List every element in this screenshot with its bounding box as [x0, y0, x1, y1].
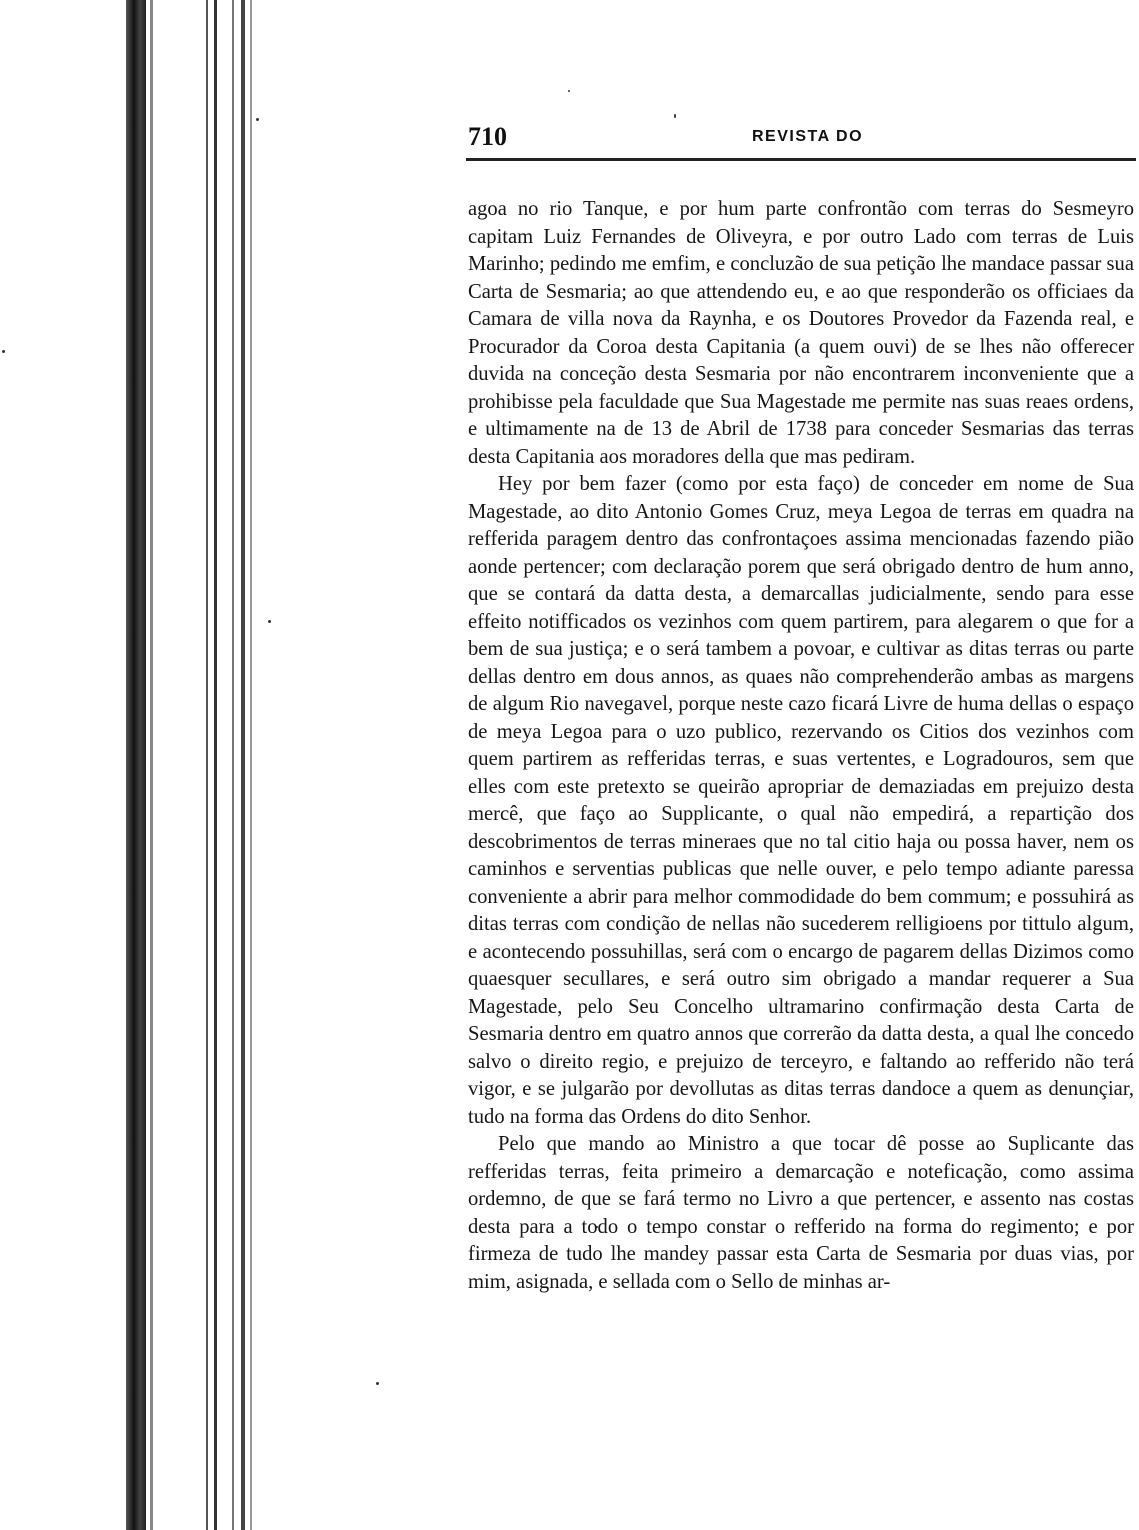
paragraph: agoa no rio Tanque, e por hum parte confrontão com terras do Sesmeyro capitam Luiz Fernandes de Oliveyra, e por outro Lado com terras de Luis Marinho; pedindo me emfim, e concluzão de sua petição lhe mandace passar sua Carta de Sesmaria; ao que attendendo eu, e ao que responderão os officiaes da Camara de villa nova da Raynha, e os Doutores Provedor da Fazenda real, e Procurador da Coroa desta Capitania (a quem ouvi) de se lhes não offerecer duvida na conceção desta Sesmaria por não encontrarem inconveniente que a prohibisse pela faculdade que Sua Magestade me permite nas suas reaes ordens, e ultimamente na de 13 de Abril de 1738 para conceder Sesmarias das terras desta Capitania aos moradores della que mas pediram. — [468, 198, 1134, 468]
paragraph: Pelo que mando ao Ministro a que tocar dê posse ao Suplicante das refferidas terras, feita primeiro a demarcação e noteficação, como assima ordemno, de que se fará termo no Livro a que pertencer, e assento nas costas desta para a todo o tempo constar o refferido na forma do regimento; e por firmeza de tudo lhe mandey passar esta Carta de Sesmaria por duas vias, por mim, asignada, e sellada com o Sello de minhas ar- — [468, 1133, 1134, 1293]
gutter-line — [206, 0, 208, 1530]
scan-speck — [376, 1382, 379, 1385]
page-number: 710 — [468, 122, 507, 151]
running-title: REVISTA DO — [752, 128, 864, 145]
gutter-line — [150, 0, 153, 1530]
page-text — [468, 196, 1134, 1296]
gutter-shadow — [126, 0, 146, 1530]
page-header — [468, 120, 1136, 156]
gutter-line — [250, 0, 252, 1530]
scan-speck — [268, 620, 271, 623]
book-gutter — [0, 0, 270, 1530]
scan-speck — [256, 118, 259, 121]
header-rule — [466, 158, 1136, 161]
gutter-line — [214, 0, 217, 1530]
scan-speck — [568, 90, 570, 92]
scan-speck — [2, 350, 5, 353]
gutter-line — [232, 0, 234, 1530]
gutter-line — [241, 0, 245, 1530]
paragraph: Hey por bem fazer (como por esta faço) de conceder em nome de Sua Magestade, ao dito Antonio Gomes Cruz, meya Legoa de terras em quadra na refferida paragem dentro das confrontaçoes assima mencionadas fazendo pião aonde pertencer; com declaração porem que será obrigado dentro de hum anno, que se contará da datta desta, a demarcallas judicialmente, sendo para esse effeito notifficados os vezinhos com quem partirem, para alegarem o que for a bem de sua justiça; e o será tambem a povoar, e cultivar as ditas terras ou parte dellas dentro em dous annos, as quaes não comprehenderão ambas as margens de algum Rio navegavel, porque neste cazo ficará Livre de huma dellas o espaço de meya Legoa para o uzo publico, rezervando os Citios dos vezinhos com quem partirem as refferidas terras, e suas vertentes, e Logradouros, sem que elles com este pretexto se queirão apropriar de demaziadas em prejuizo desta mercê, que faço ao Supplicante, o qual não empedirá, a repartição dos descobrimentos de terras mineraes que no tal citio haja ou possa haver, nem os caminhos e serventias publicas que nelle ouver, e pelo tempo adiante paressa conveniente a abrir para melhor commodidade do bem commum; e possuhirá as ditas terras com condição de nellas não sucederem relligioens por tittulo algum, e acontecendo possuhillas, será com o encargo de pagarem dellas Dizimos como quaesquer secullares, e será outro sim obrigado a mandar requerer a Sua Magestade, pelo Seu Concelho ultramarino confirmação desta Carta de Sesmaria dentro em quatro annos que correrão da datta desta, a qual lhe concedo salvo o direito regio, e prejuizo de terceyro, e faltando ao refferido não terá vigor, e se julgarão por devollutas as ditas terras dandoce a quem as denunçiar, tudo na forma das Ordens do dito Senhor. — [468, 473, 1134, 1128]
scan-speck — [674, 114, 676, 118]
